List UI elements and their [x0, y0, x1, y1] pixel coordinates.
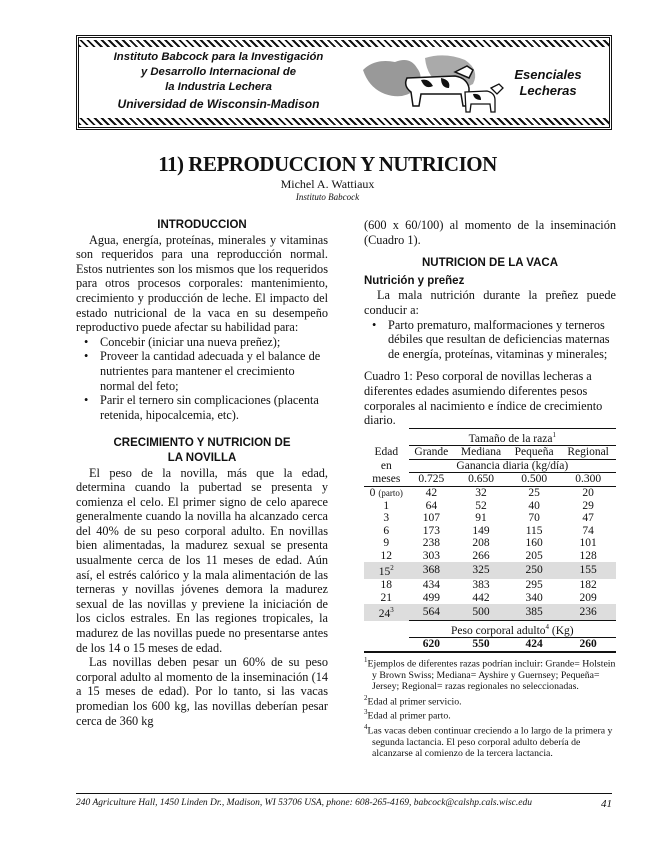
footer-address: 240 Agriculture Hall, 1450 Linden Dr., Madison, WI 53706 USA, phone: 608-265-4169, babcock@calshp.cals.wisc.edu — [76, 798, 532, 808]
heifer-heading: CRECIMIENTO Y NUTRICION DE LA NOVILLA — [113, 437, 291, 464]
age-cell: 12 — [380, 549, 393, 562]
weight-cell: 434 — [422, 578, 440, 591]
age-cell: 1 — [383, 499, 390, 512]
right-column — [364, 218, 616, 759]
weight-cell: 160 — [525, 537, 543, 550]
adult-weight-header: Peso corporal adulto$^4$ (Kg) — [409, 621, 616, 638]
weight-cell: 205 — [525, 549, 543, 562]
weight-cell: 70 — [528, 512, 540, 525]
institute-name: Instituto Babcock para la Investigación y Desarrollo Internacional de la Industria Lechera Universidad de Wisconsin-Madison — [91, 50, 346, 112]
footnote: $^4$Las vacas deben continuar creciendo a lo largo de la primera y segunda lactancia. El peso corporal adulto debería de alcanzarse al comienzo de la tercera lactancia. — [364, 722, 613, 759]
weight-cell: 499 — [422, 591, 440, 604]
weight-cell: 236 — [560, 604, 616, 620]
pregnancy-subheading: Nutrición y preñez — [364, 274, 465, 287]
left-column — [76, 218, 328, 728]
table-row — [364, 537, 616, 550]
weight-cell: 74 — [582, 524, 594, 537]
pregnancy-paragraph: La mala nutrición durante la preñez puede conducir a: — [364, 288, 616, 317]
age-cell: $24^3$ — [364, 604, 409, 620]
weight-cell: 266 — [472, 549, 490, 562]
heifer-paragraph-2: Las novillas deben pesar un 60% de su peso corporal adulto al momento de la inseminación (14 a 15 meses de edad). Por lo tanto, si las vacas promedian los 600 kg, las novillas deberían pesar cerca de 360 kg — [76, 655, 328, 728]
weight-cell: 238 — [422, 537, 440, 550]
table-row — [364, 562, 616, 578]
age-cell: 3 — [383, 512, 390, 525]
table-row — [364, 579, 616, 592]
weight-cell: 564 — [409, 604, 454, 620]
weight-cell: 208 — [472, 537, 490, 550]
adult-weight-value: 424 — [525, 638, 543, 651]
weight-cell: 149 — [472, 524, 490, 537]
weight-cell: 182 — [579, 578, 597, 591]
intro-heading: INTRODUCCION — [157, 219, 247, 231]
weight-cell: 40 — [528, 499, 540, 512]
footnote: $^3$Edad al primer parto. — [364, 708, 451, 722]
weight-cell: 385 — [508, 604, 560, 620]
banner-border-top — [79, 40, 609, 47]
footnote: $^1$Ejemplos de diferentes razas podrían incluir: Grande= Holstein y Brown Swiss; Mediana= Ayshire y Guernsey; Pequeña= Jersey; Regional= razas regionales no seleccionadas. — [364, 656, 616, 693]
banner-border-bottom — [79, 118, 609, 125]
weight-cell: 500 — [454, 604, 508, 620]
weight-cell: 29 — [582, 499, 594, 512]
weight-cell: 64 — [425, 499, 438, 512]
age-header: Edad — [374, 446, 399, 459]
weight-cell: 20 — [582, 486, 594, 499]
age-cell: 21 — [380, 591, 393, 604]
breed-size-header: Tamaño de la raza$^1$ — [409, 428, 616, 445]
intro-bullet-list — [76, 335, 328, 423]
table-row — [364, 550, 616, 563]
continued-paragraph: (600 x 60/100) al momento de la inseminación (Cuadro 1). — [364, 218, 616, 247]
age-header: meses — [372, 473, 401, 486]
age-cell: $15^2$ — [364, 562, 409, 578]
breed-name: Regional — [567, 446, 609, 459]
age-cell: 9 — [383, 537, 390, 550]
weight-cell: 91 — [475, 512, 487, 525]
weight-cell: 107 — [422, 512, 440, 525]
intro-paragraph: Agua, energía, proteínas, minerales y vitaminas son requeridos para una reproducción normal. Estos nutrientes son los mismos que los requeridos para otros procesos corporales: mantenimiento, crecimiento y producción de leche. El impacto del estado nutricional de la vaca en su desempeño reproductivo puede afectar su habilidad para: — [76, 232, 328, 335]
page-number: 41 — [601, 798, 612, 810]
weight-cell: 325 — [454, 562, 508, 578]
table-body — [364, 486, 616, 620]
series-name: Esenciales Lecheras — [514, 67, 582, 98]
gain-header: Ganancia diaria (kg/día) — [409, 459, 616, 473]
weight-cell: 250 — [508, 562, 560, 578]
weight-cell: 442 — [472, 591, 490, 604]
adult-weight-value: 260 — [579, 638, 597, 651]
weight-cell: 52 — [475, 499, 487, 512]
breed-name: Mediana — [460, 446, 502, 459]
table-row — [364, 604, 616, 620]
pregnancy-bullet-list — [364, 318, 616, 362]
gain-value: 0.500 — [521, 473, 548, 486]
weight-cell: 47 — [582, 512, 594, 525]
heifer-paragraph-1: El peso de la novilla, más que la edad, determina cuando la pubertad se presenta y comienza el celo. El primer signo de celo aparece generalmente cuando la novilla ha alcanzado cerca del 40% de su peso corporal adulto. En novillas bien alimentadas, la madurez sexual se presenta usualmente cerca de los 11 meses de edad. Aún así, el estrés calórico y la mala alimentación de las terneras y novillas jóvenes demora la madurez sexual de las novillas y previene la iniciación de los ciclos estrales. En las regiones tropicales, la madurez de las novillas puede no presentarse antes de los 14 o 15 meses de edad. — [76, 465, 328, 655]
footnote: $^2$Edad al primer servicio. — [364, 693, 462, 707]
weight-cell: 383 — [472, 578, 490, 591]
author: Michel A. Wattiaux — [280, 177, 375, 191]
page-title: 11) REPRODUCCION Y NUTRICION — [158, 152, 497, 176]
weight-cell: 42 — [425, 486, 438, 499]
weight-cell: 173 — [422, 524, 440, 537]
weight-table — [364, 428, 616, 653]
header-banner — [76, 35, 612, 130]
table-caption: Cuadro 1: Peso corporal de novillas lecheras a diferentes edades asumiendo diferentes pesos corporales al nacimiento e índice de crecimiento diario. — [364, 369, 603, 428]
table-footnotes — [364, 655, 616, 759]
gain-value: 0.650 — [468, 473, 494, 486]
list-item: • Parir el ternero sin complicaciones (placenta retenida, hipocalcemia, etc). — [76, 393, 328, 422]
age-header: en — [380, 459, 392, 472]
list-item: • Concebir (iniciar una nueva preñez); — [76, 335, 328, 350]
table-row — [364, 486, 616, 499]
weight-cell: 303 — [422, 549, 440, 562]
breed-name: Pequeña — [514, 446, 554, 459]
university-name: Universidad de Wisconsin-Madison — [117, 97, 320, 111]
weight-cell: 155 — [560, 562, 616, 578]
gain-value: 0.725 — [418, 473, 445, 486]
breed-name: Grande — [414, 446, 449, 459]
weight-cell: 128 — [579, 549, 597, 562]
weight-cell: 115 — [525, 524, 543, 537]
page-footer — [76, 793, 612, 808]
table-row — [364, 500, 616, 513]
age-cell: 18 — [380, 578, 393, 591]
table-row — [364, 512, 616, 525]
gain-value: 0.300 — [575, 473, 602, 486]
cow-nutrition-heading: NUTRICION DE LA VACA — [421, 257, 559, 270]
adult-weight-value: 620 — [422, 638, 440, 651]
table-row — [364, 592, 616, 605]
weight-cell: 32 — [475, 486, 487, 499]
weight-cell: 101 — [579, 537, 597, 550]
list-item: • Parto prematuro, malformaciones y terneros débiles que resultan de deficiencias maternas de energía, proteínas, vitaminas y minerales; — [364, 318, 616, 362]
weight-cell: 25 — [528, 486, 540, 499]
table-row — [364, 525, 616, 538]
weight-cell: 368 — [409, 562, 454, 578]
list-item: • Proveer la cantidad adecuada y el balance de nutrientes para mantener el crecimiento normal del feto; — [76, 349, 328, 393]
weight-cell: 209 — [579, 591, 597, 604]
age-cell: 6 — [383, 524, 390, 537]
weight-cell: 340 — [525, 591, 543, 604]
cows-map-logo — [355, 48, 505, 118]
affiliation: Instituto Babcock — [295, 192, 360, 202]
adult-weight-value: 550 — [472, 638, 490, 651]
age-cell: 0 (parto) — [369, 486, 403, 499]
weight-cell: 295 — [525, 578, 543, 591]
